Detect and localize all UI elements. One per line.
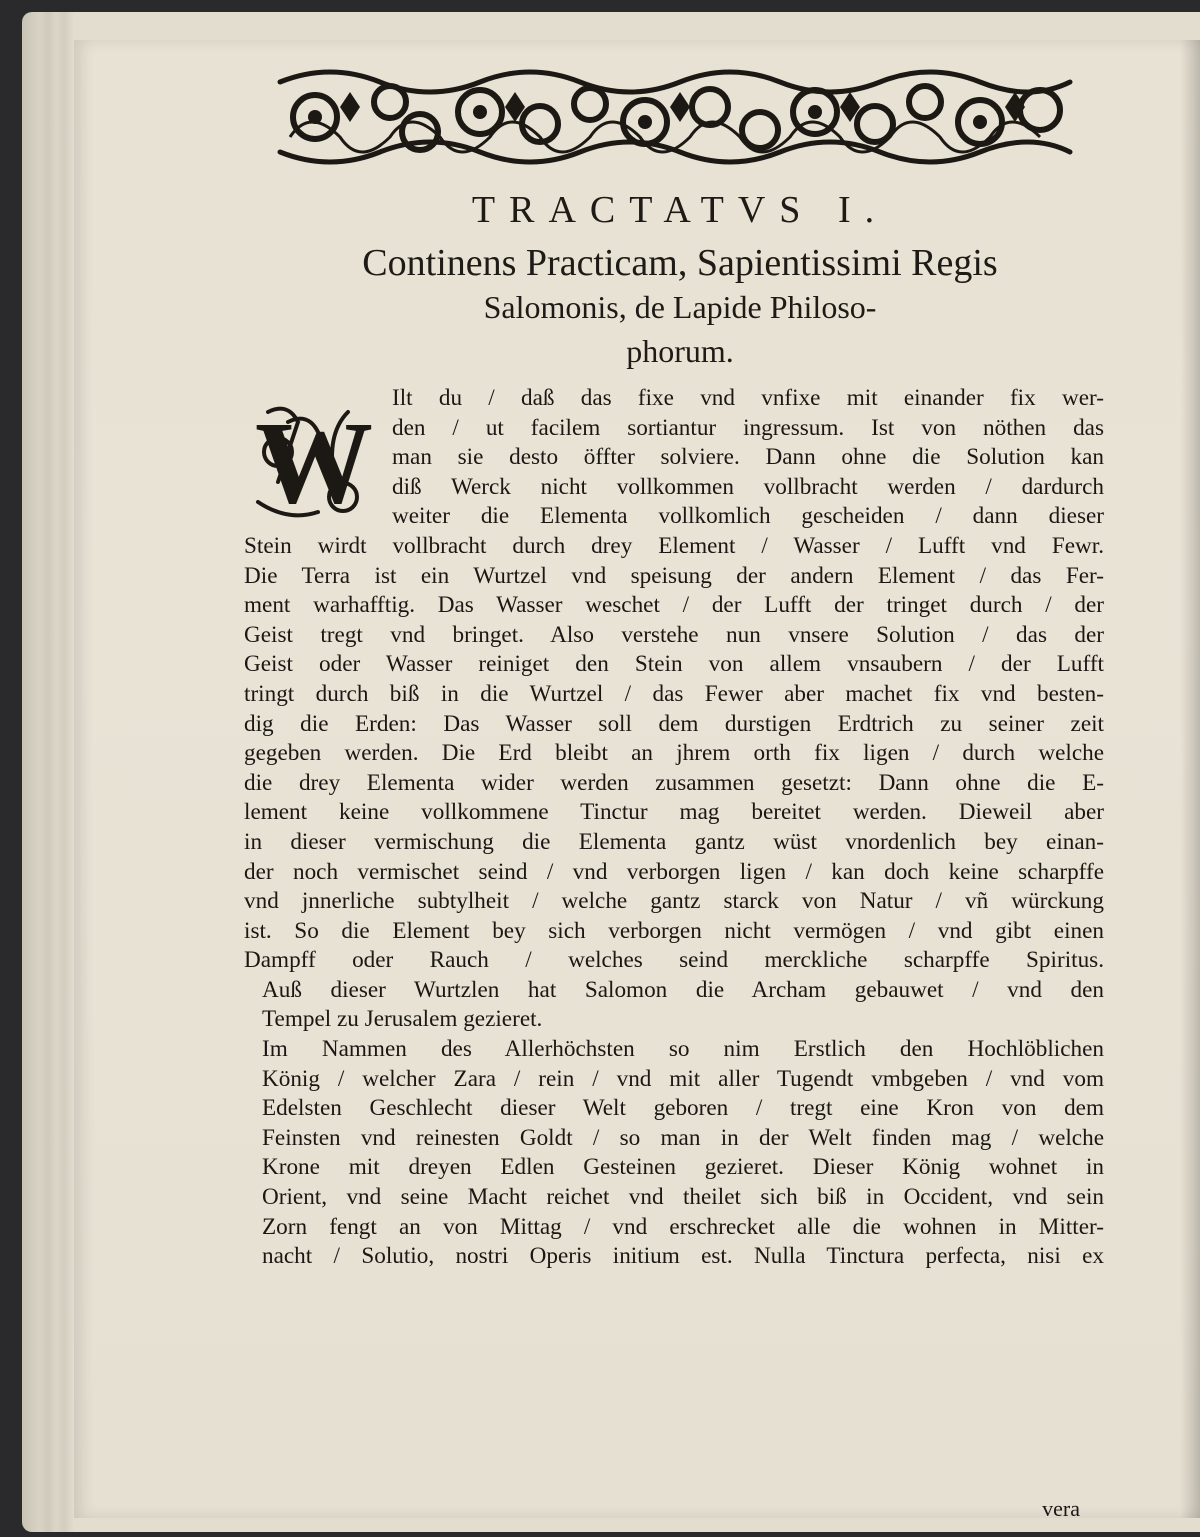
text-line: in dieser vermischung die Elementa gantz wüst vnordenlich bey einan- [244, 828, 1104, 855]
text-line: Ilt du / daß das fixe vnd vnfixe mit einander fix wer- [392, 385, 1104, 411]
subtitle-line-2: Salomonis, de Lapide Philoso- [483, 289, 877, 325]
tractate-subtitle [260, 241, 1100, 373]
text-line: Im Nammen des Allerhöchsten so nim Erstlich den Hochlöblichen [262, 1036, 1104, 1063]
text-line: Feinsten vnd reinesten Goldt / so man in der Welt finden mag / welche [262, 1124, 1104, 1151]
decorated-initial-w-icon [248, 392, 380, 530]
text-line: Orient, vnd seine Macht reichet vnd theilet sich biß in Occident, vnd sein [262, 1184, 1104, 1211]
tractate-title: TRACTATVS I. [471, 189, 889, 231]
paragraph-3 [244, 1035, 1104, 1272]
text-line: Geist oder Wasser reiniget den Stein von allem vnsaubern / der Lufft [244, 651, 1104, 678]
text-line: dig die Erden: Das Wasser soll dem durstigen Erdtrich zu seiner zeit [244, 710, 1104, 737]
paragraph-2 [244, 976, 1104, 1035]
text-line: Tempel zu Jerusalem gezieret. [262, 1006, 543, 1033]
svg-text:W: W [255, 397, 373, 528]
text-line: nacht / Solutio, nostri Operis initium est. Nulla Tinctura perfecta, nisi ex [262, 1243, 1104, 1270]
text-line: Krone mit dreyen Edlen Gesteinen gezieret. Dieser König wohnet in [262, 1154, 1104, 1181]
text-line: man sie desto öffter solviere. Dann ohne die Solution kan [392, 444, 1104, 471]
catchword: vera [1042, 1496, 1080, 1521]
text-line: gegeben werden. Die Erd bleibt an jhrem orth fix ligen / durch welche [244, 740, 1104, 767]
text-line: den / ut facilem sortiantur ingressum. Ist von nöthen das [392, 414, 1104, 441]
text-line: Edelsten Geschlecht dieser Welt geboren / tregt eine Kron von dem [262, 1095, 1104, 1122]
page-gutter-shadow [1180, 40, 1200, 1518]
text-line: vnd jnnerliche subtylheit / welche gantz starck von Natur / vñ würckung [244, 888, 1104, 915]
page-heading [260, 185, 1100, 373]
text-line: lement keine vollkommene Tinctur mag bereitet werden. Dieweil aber [244, 799, 1104, 826]
text-line: Dampff oder Rauch / welches seind merckliche scharpffe Spiritus. [244, 947, 1104, 974]
woodcut-ornament-band-icon [270, 62, 1076, 172]
text-line: ist. So die Element bey sich verborgen nicht vermögen / vnd gibt einen [244, 917, 1104, 944]
text-line: Zorn fengt an von Mittag / vnd erschrecket alle die wohnen in Mitter- [262, 1213, 1104, 1240]
body-text [244, 384, 1104, 1272]
subtitle-line-1: Continens Practicam, Sapientissimi Regis [362, 242, 998, 284]
text-line: weiter die Elementa vollkomlich gescheiden / dann dieser [392, 503, 1104, 530]
text-line: Auß dieser Wurtzlen hat Salomon die Archam gebauwet / vnd den [262, 976, 1104, 1003]
subtitle-line-3: phorum. [626, 333, 734, 369]
text-line: Geist tregt vnd bringet. Also verstehe nun vnsere Solution / das der [244, 621, 1104, 648]
text-line: die drey Elementa wider werden zusammen gesetzt: Dann ohne die E- [244, 769, 1104, 796]
text-line: tringt durch biß in die Wurtzel / das Fewer aber machet fix vnd besten- [244, 680, 1104, 707]
text-line: König / welcher Zara / rein / vnd mit aller Tugendt vmbgeben / vnd vom [262, 1065, 1104, 1092]
text-line: Stein wirdt vollbracht durch drey Element / Wasser / Lufft vnd Fewr. [244, 532, 1104, 559]
text-line: Die Terra ist ein Wurtzel vnd speisung der andern Element / das Fer- [244, 562, 1104, 589]
text-line: ment warhafftig. Das Wasser weschet / der Lufft der tringet durch / der [244, 592, 1104, 619]
text-line: der noch vermischet seind / vnd verborgen ligen / kan doch keine scharpffe [244, 858, 1104, 885]
text-line: diß Werck nicht vollkommen vollbracht werden / dardurch [392, 473, 1104, 500]
